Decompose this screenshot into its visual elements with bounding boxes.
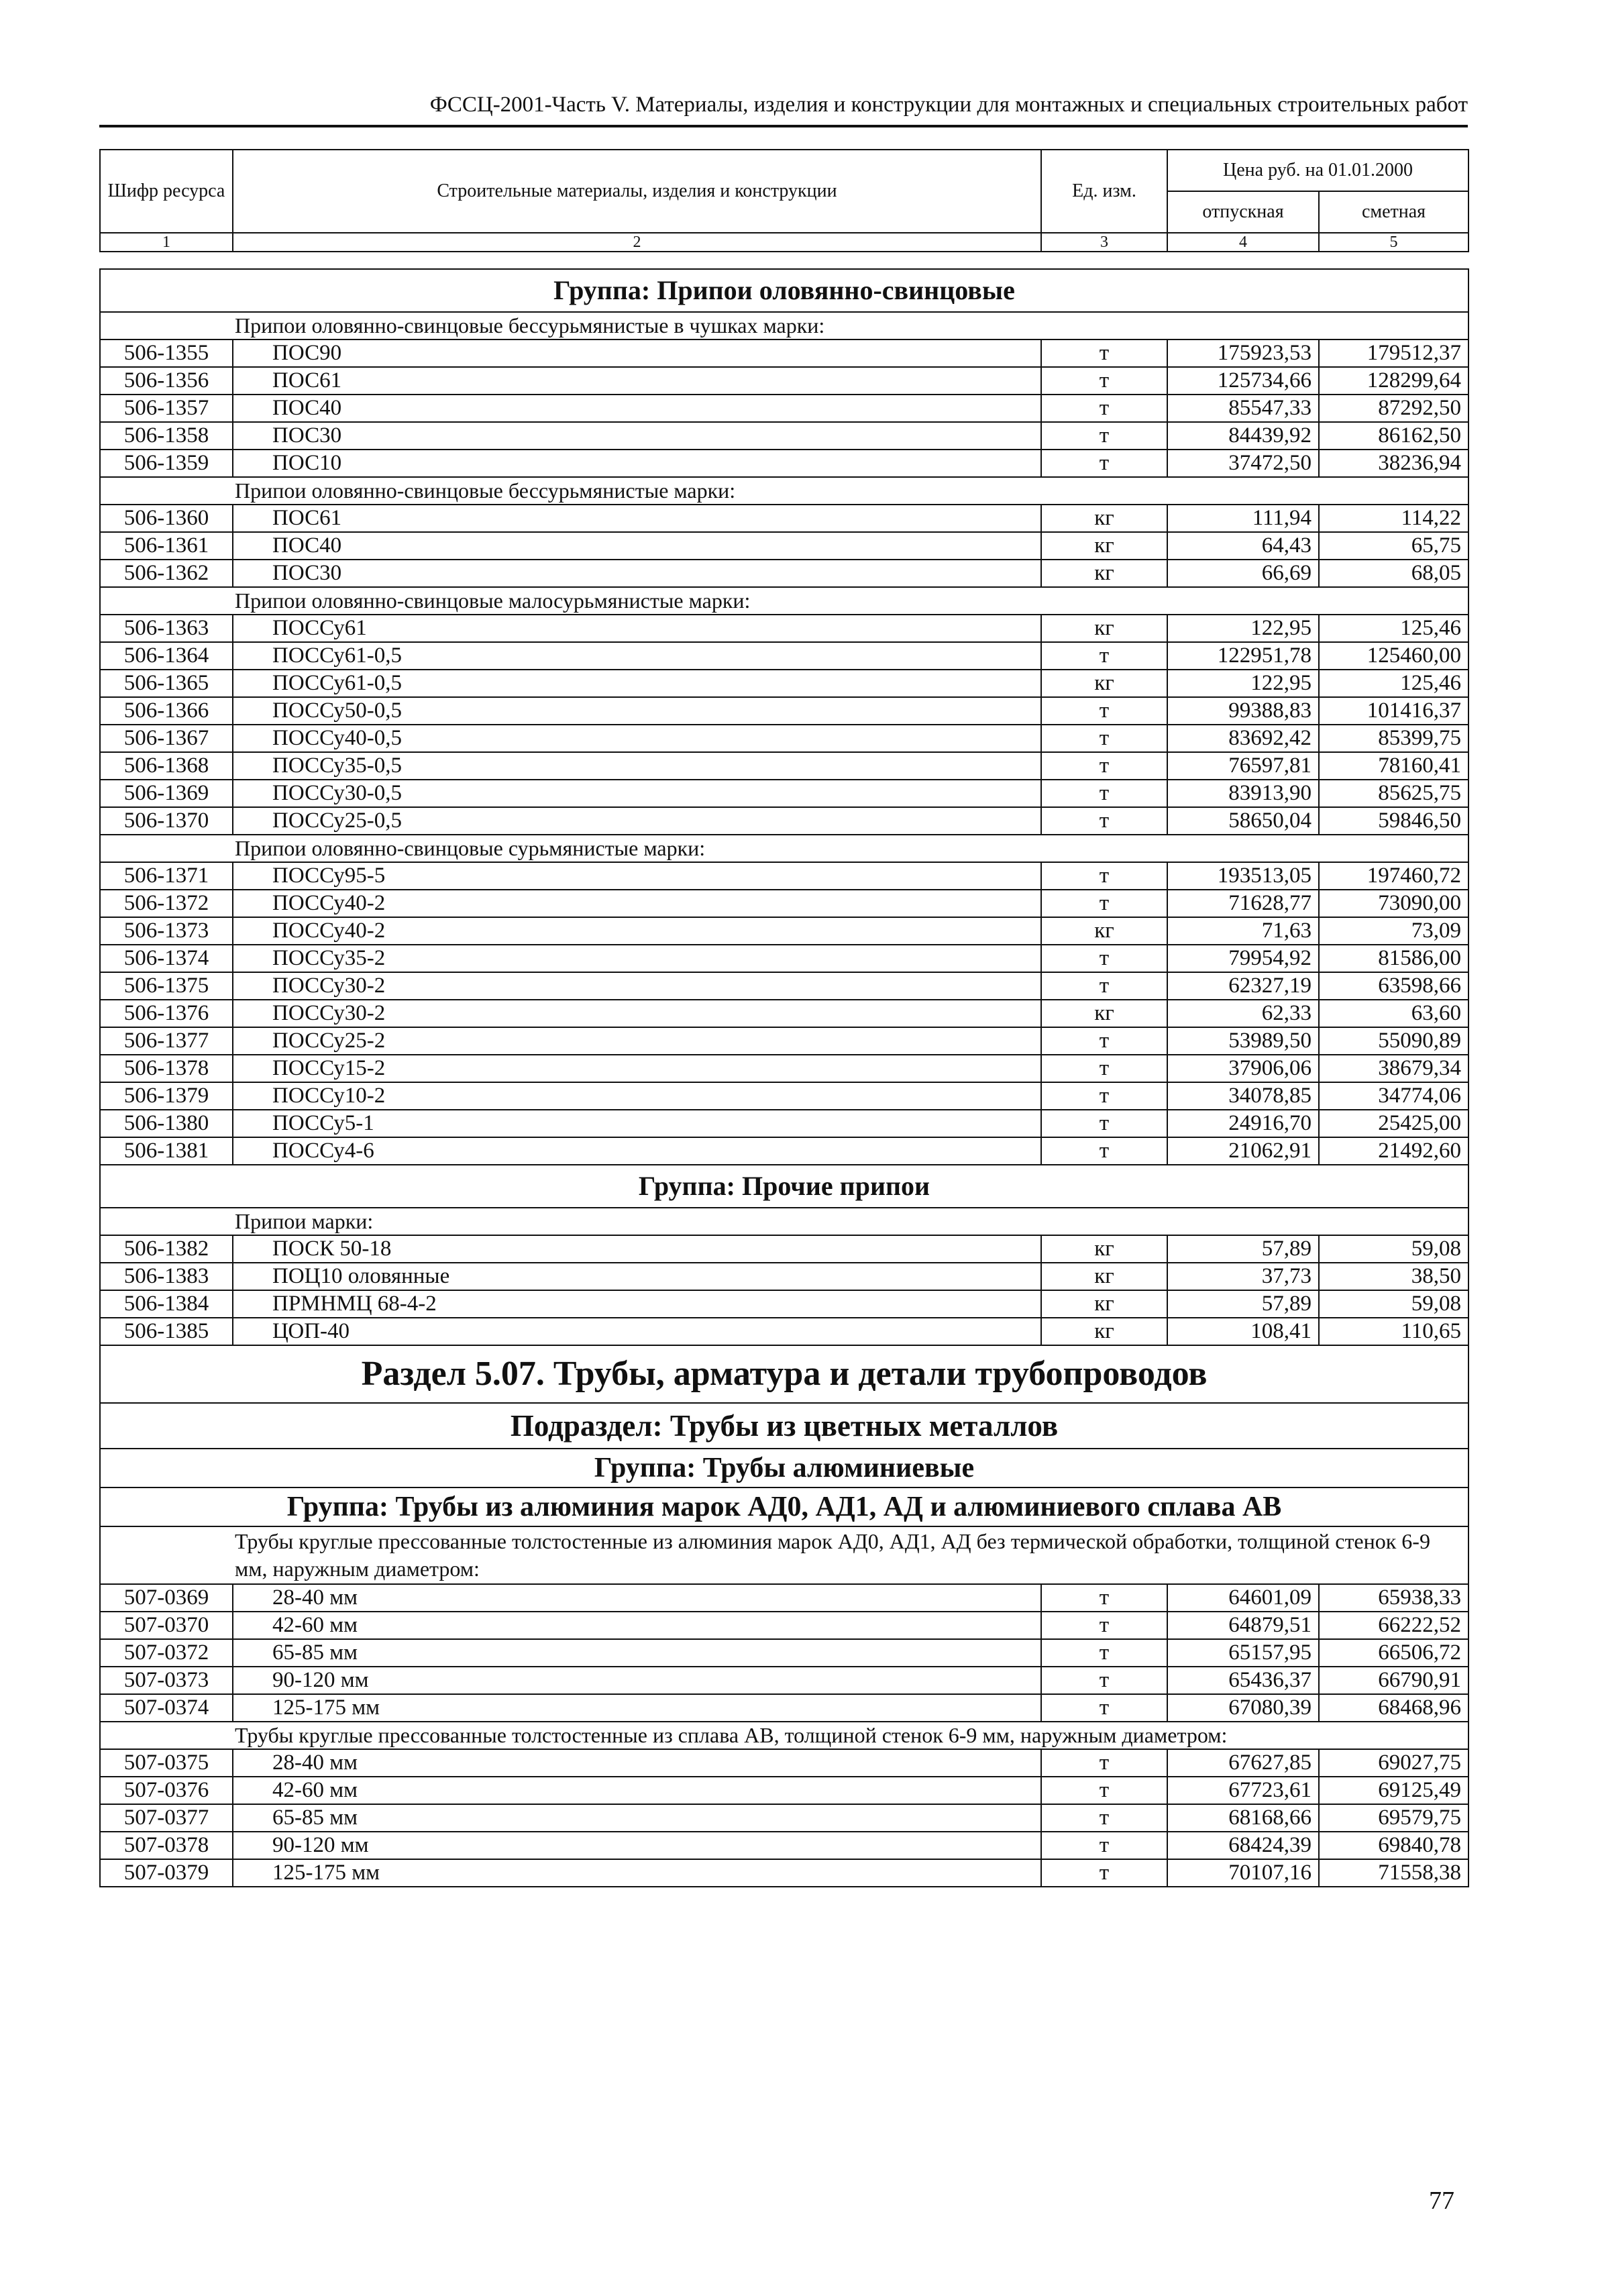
material-name: ПОССу40-2 bbox=[233, 917, 1041, 945]
unit-of-measure: кг bbox=[1041, 1290, 1167, 1318]
table-row bbox=[100, 1082, 1468, 1110]
estimate-price: 38679,34 bbox=[1319, 1055, 1468, 1082]
estimate-price: 85625,75 bbox=[1319, 780, 1468, 807]
material-name: ПОССу30-2 bbox=[233, 1000, 1041, 1027]
table-row bbox=[100, 945, 1468, 972]
release-price: 70107,16 bbox=[1167, 1859, 1319, 1887]
resource-code: 506-1379 bbox=[100, 1082, 233, 1110]
table-row bbox=[100, 505, 1468, 532]
resource-code: 506-1364 bbox=[100, 642, 233, 670]
resource-code: 507-0375 bbox=[100, 1749, 233, 1777]
unit-of-measure: т bbox=[1041, 1639, 1167, 1667]
material-name: ПОССу40-2 bbox=[233, 890, 1041, 917]
table-row bbox=[100, 1000, 1468, 1027]
material-name: ПОССу25-2 bbox=[233, 1027, 1041, 1055]
subgroup-heading-row bbox=[100, 1722, 1468, 1749]
material-name: ПОСК 50-18 bbox=[233, 1235, 1041, 1263]
subgroup-heading: Припои оловянно-свинцовые бессурьмянистые в чушках марки: bbox=[100, 312, 1468, 340]
unit-of-measure: т bbox=[1041, 1612, 1167, 1639]
unit-of-measure: т bbox=[1041, 1584, 1167, 1612]
unit-of-measure: т bbox=[1041, 367, 1167, 395]
resource-code: 506-1371 bbox=[100, 862, 233, 890]
table-row bbox=[100, 917, 1468, 945]
resource-code: 506-1378 bbox=[100, 1055, 233, 1082]
release-price: 108,41 bbox=[1167, 1318, 1319, 1345]
release-price: 99388,83 bbox=[1167, 697, 1319, 725]
material-name: ПОС90 bbox=[233, 340, 1041, 367]
material-name: ПОССу30-0,5 bbox=[233, 780, 1041, 807]
release-price: 67080,39 bbox=[1167, 1694, 1319, 1722]
material-name: 90-120 мм bbox=[233, 1667, 1041, 1694]
header-price: Цена руб. на 01.01.2000 bbox=[1167, 150, 1468, 191]
estimate-price: 69027,75 bbox=[1319, 1749, 1468, 1777]
material-name: ПОССу5-1 bbox=[233, 1110, 1041, 1137]
table-row bbox=[100, 1667, 1468, 1694]
release-price: 62327,19 bbox=[1167, 972, 1319, 1000]
resource-code: 506-1361 bbox=[100, 532, 233, 560]
material-name: ПОС61 bbox=[233, 367, 1041, 395]
table-row bbox=[100, 1110, 1468, 1137]
resource-code: 507-0376 bbox=[100, 1777, 233, 1804]
resource-code: 506-1376 bbox=[100, 1000, 233, 1027]
subgroup-heading-row bbox=[100, 312, 1468, 340]
release-price: 111,94 bbox=[1167, 505, 1319, 532]
release-price: 21062,91 bbox=[1167, 1137, 1319, 1165]
resource-code: 506-1366 bbox=[100, 697, 233, 725]
release-price: 85547,33 bbox=[1167, 395, 1319, 422]
unit-of-measure: кг bbox=[1041, 532, 1167, 560]
resource-code: 506-1360 bbox=[100, 505, 233, 532]
material-name: 125-175 мм bbox=[233, 1694, 1041, 1722]
unit-of-measure: т bbox=[1041, 862, 1167, 890]
estimate-price: 69840,78 bbox=[1319, 1832, 1468, 1859]
resource-code: 506-1373 bbox=[100, 917, 233, 945]
resource-code: 507-0377 bbox=[100, 1804, 233, 1832]
unit-of-measure: т bbox=[1041, 780, 1167, 807]
material-name: ПОССу30-2 bbox=[233, 972, 1041, 1000]
resource-code: 506-1385 bbox=[100, 1318, 233, 1345]
release-price: 57,89 bbox=[1167, 1290, 1319, 1318]
header-unit: Ед. изм. bbox=[1041, 150, 1167, 233]
unit-of-measure: т bbox=[1041, 1137, 1167, 1165]
column-number: 5 bbox=[1319, 233, 1468, 252]
unit-of-measure: т bbox=[1041, 1777, 1167, 1804]
material-name: ПОССу15-2 bbox=[233, 1055, 1041, 1082]
estimate-price: 59,08 bbox=[1319, 1290, 1468, 1318]
estimate-price: 66790,91 bbox=[1319, 1667, 1468, 1694]
column-number: 3 bbox=[1041, 233, 1167, 252]
material-name: ПОССу95-5 bbox=[233, 862, 1041, 890]
resource-code: 506-1383 bbox=[100, 1263, 233, 1290]
release-price: 76597,81 bbox=[1167, 752, 1319, 780]
estimate-price: 38236,94 bbox=[1319, 450, 1468, 477]
estimate-price: 55090,89 bbox=[1319, 1027, 1468, 1055]
unit-of-measure: т bbox=[1041, 1110, 1167, 1137]
material-name: ПОС30 bbox=[233, 422, 1041, 450]
release-price: 122,95 bbox=[1167, 670, 1319, 697]
estimate-price: 63598,66 bbox=[1319, 972, 1468, 1000]
table-row bbox=[100, 807, 1468, 835]
table-row bbox=[100, 642, 1468, 670]
material-name: ПОС30 bbox=[233, 560, 1041, 587]
resource-code: 506-1363 bbox=[100, 615, 233, 642]
resource-code: 506-1368 bbox=[100, 752, 233, 780]
release-price: 67723,61 bbox=[1167, 1777, 1319, 1804]
subgroup-heading: Трубы круглые прессованные толстостенные из сплава АВ, толщиной стенок 6-9 мм, наружным диаметром: bbox=[100, 1722, 1468, 1749]
group-heading-row bbox=[100, 1488, 1468, 1526]
estimate-price: 128299,64 bbox=[1319, 367, 1468, 395]
release-price: 122,95 bbox=[1167, 615, 1319, 642]
table-row bbox=[100, 1318, 1468, 1345]
material-name: 28-40 мм bbox=[233, 1749, 1041, 1777]
estimate-price: 125,46 bbox=[1319, 670, 1468, 697]
subgroup-heading: Трубы круглые прессованные толстостенные из алюминия марок АД0, АД1, АД без термической обработки, толщиной стенок 6-9 мм, наружным диаметром: bbox=[100, 1526, 1468, 1584]
material-name: ПОССу61-0,5 bbox=[233, 670, 1041, 697]
release-price: 175923,53 bbox=[1167, 340, 1319, 367]
estimate-price: 125,46 bbox=[1319, 615, 1468, 642]
table-row bbox=[100, 615, 1468, 642]
unit-of-measure: кг bbox=[1041, 615, 1167, 642]
estimate-price: 78160,41 bbox=[1319, 752, 1468, 780]
table-row bbox=[100, 1749, 1468, 1777]
unit-of-measure: кг bbox=[1041, 1000, 1167, 1027]
table-row bbox=[100, 670, 1468, 697]
release-price: 125734,66 bbox=[1167, 367, 1319, 395]
material-name: ПОС40 bbox=[233, 395, 1041, 422]
material-name: 65-85 мм bbox=[233, 1639, 1041, 1667]
unit-of-measure: т bbox=[1041, 1027, 1167, 1055]
resource-code: 506-1370 bbox=[100, 807, 233, 835]
resource-code: 506-1374 bbox=[100, 945, 233, 972]
resource-code: 506-1382 bbox=[100, 1235, 233, 1263]
material-name: ПОС40 bbox=[233, 532, 1041, 560]
subgroup-heading-row bbox=[100, 1208, 1468, 1235]
resource-code: 507-0379 bbox=[100, 1859, 233, 1887]
subgroup-heading-row bbox=[100, 587, 1468, 615]
estimate-price: 179512,37 bbox=[1319, 340, 1468, 367]
material-name: ПРМНМЦ 68-4-2 bbox=[233, 1290, 1041, 1318]
material-name: ПОССу50-0,5 bbox=[233, 697, 1041, 725]
release-price: 83692,42 bbox=[1167, 725, 1319, 752]
table-row bbox=[100, 697, 1468, 725]
estimate-price: 59846,50 bbox=[1319, 807, 1468, 835]
unit-of-measure: кг bbox=[1041, 670, 1167, 697]
resource-code: 507-0372 bbox=[100, 1639, 233, 1667]
unit-of-measure: т bbox=[1041, 697, 1167, 725]
column-number: 2 bbox=[233, 233, 1041, 252]
unit-of-measure: т bbox=[1041, 1749, 1167, 1777]
group-heading-row bbox=[100, 269, 1468, 312]
resource-code: 507-0369 bbox=[100, 1584, 233, 1612]
table-row bbox=[100, 395, 1468, 422]
header-release-price: отпускная bbox=[1167, 191, 1319, 233]
group-heading: Группа: Трубы алюминиевые bbox=[100, 1449, 1468, 1488]
resource-code: 506-1380 bbox=[100, 1110, 233, 1137]
resource-code: 507-0378 bbox=[100, 1832, 233, 1859]
header-code: Шифр ресурса bbox=[100, 150, 233, 233]
estimate-price: 73090,00 bbox=[1319, 890, 1468, 917]
header-estimate-price: сметная bbox=[1319, 191, 1468, 233]
resource-code: 506-1375 bbox=[100, 972, 233, 1000]
unit-of-measure: т bbox=[1041, 890, 1167, 917]
table-row bbox=[100, 1055, 1468, 1082]
estimate-price: 81586,00 bbox=[1319, 945, 1468, 972]
resource-code: 507-0370 bbox=[100, 1612, 233, 1639]
resource-code: 506-1367 bbox=[100, 725, 233, 752]
resource-code: 507-0373 bbox=[100, 1667, 233, 1694]
estimate-price: 87292,50 bbox=[1319, 395, 1468, 422]
header-name: Строительные материалы, изделия и конструкции bbox=[233, 150, 1041, 233]
page-number: 77 bbox=[1429, 2187, 1454, 2215]
section-heading: Раздел 5.07. Трубы, арматура и детали трубопроводов bbox=[100, 1345, 1468, 1403]
table-row bbox=[100, 560, 1468, 587]
resource-code: 506-1359 bbox=[100, 450, 233, 477]
unit-of-measure: т bbox=[1041, 1667, 1167, 1694]
estimate-price: 34774,06 bbox=[1319, 1082, 1468, 1110]
unit-of-measure: т bbox=[1041, 395, 1167, 422]
table-row bbox=[100, 1584, 1468, 1612]
price-table bbox=[99, 268, 1469, 1887]
estimate-price: 125460,00 bbox=[1319, 642, 1468, 670]
table-row bbox=[100, 1235, 1468, 1263]
unit-of-measure: кг bbox=[1041, 1263, 1167, 1290]
group-heading: Группа: Припои оловянно-свинцовые bbox=[100, 269, 1468, 312]
resource-code: 506-1357 bbox=[100, 395, 233, 422]
table-row bbox=[100, 422, 1468, 450]
material-name: 90-120 мм bbox=[233, 1832, 1041, 1859]
estimate-price: 101416,37 bbox=[1319, 697, 1468, 725]
release-price: 57,89 bbox=[1167, 1235, 1319, 1263]
material-name: ПОССу61-0,5 bbox=[233, 642, 1041, 670]
unit-of-measure: т bbox=[1041, 945, 1167, 972]
table-row bbox=[100, 1612, 1468, 1639]
unit-of-measure: кг bbox=[1041, 505, 1167, 532]
section-heading-row bbox=[100, 1345, 1468, 1403]
release-price: 24916,70 bbox=[1167, 1110, 1319, 1137]
table-row bbox=[100, 862, 1468, 890]
release-price: 66,69 bbox=[1167, 560, 1319, 587]
group-heading-row bbox=[100, 1165, 1468, 1208]
estimate-price: 110,65 bbox=[1319, 1318, 1468, 1345]
estimate-price: 65,75 bbox=[1319, 532, 1468, 560]
table-row bbox=[100, 340, 1468, 367]
material-name: ЦОП-40 bbox=[233, 1318, 1041, 1345]
material-name: ПОССу35-2 bbox=[233, 945, 1041, 972]
table-row bbox=[100, 532, 1468, 560]
estimate-price: 197460,72 bbox=[1319, 862, 1468, 890]
subsection-heading-row bbox=[100, 1403, 1468, 1449]
resource-code: 506-1384 bbox=[100, 1290, 233, 1318]
material-name: ПОССу61 bbox=[233, 615, 1041, 642]
material-name: 125-175 мм bbox=[233, 1859, 1041, 1887]
column-number: 4 bbox=[1167, 233, 1319, 252]
table-row bbox=[100, 1694, 1468, 1722]
release-price: 65157,95 bbox=[1167, 1639, 1319, 1667]
table-row bbox=[100, 725, 1468, 752]
subgroup-heading-row bbox=[100, 1526, 1468, 1584]
resource-code: 506-1377 bbox=[100, 1027, 233, 1055]
resource-code: 506-1358 bbox=[100, 422, 233, 450]
estimate-price: 59,08 bbox=[1319, 1235, 1468, 1263]
estimate-price: 86162,50 bbox=[1319, 422, 1468, 450]
release-price: 62,33 bbox=[1167, 1000, 1319, 1027]
column-number: 1 bbox=[100, 233, 233, 252]
resource-code: 506-1362 bbox=[100, 560, 233, 587]
material-name: 65-85 мм bbox=[233, 1804, 1041, 1832]
unit-of-measure: т bbox=[1041, 807, 1167, 835]
estimate-price: 66222,52 bbox=[1319, 1612, 1468, 1639]
release-price: 84439,92 bbox=[1167, 422, 1319, 450]
table-row bbox=[100, 450, 1468, 477]
unit-of-measure: т bbox=[1041, 1832, 1167, 1859]
unit-of-measure: т bbox=[1041, 1694, 1167, 1722]
subgroup-heading-row bbox=[100, 477, 1468, 505]
release-price: 67627,85 bbox=[1167, 1749, 1319, 1777]
estimate-price: 73,09 bbox=[1319, 917, 1468, 945]
resource-code: 506-1369 bbox=[100, 780, 233, 807]
unit-of-measure: т bbox=[1041, 1055, 1167, 1082]
material-name: ПОССу10-2 bbox=[233, 1082, 1041, 1110]
material-name: ПОССу25-0,5 bbox=[233, 807, 1041, 835]
material-name: ПОССу40-0,5 bbox=[233, 725, 1041, 752]
estimate-price: 69125,49 bbox=[1319, 1777, 1468, 1804]
table-row bbox=[100, 1777, 1468, 1804]
table-row bbox=[100, 1263, 1468, 1290]
release-price: 71,63 bbox=[1167, 917, 1319, 945]
release-price: 37472,50 bbox=[1167, 450, 1319, 477]
table-row bbox=[100, 1290, 1468, 1318]
unit-of-measure: т bbox=[1041, 972, 1167, 1000]
release-price: 65436,37 bbox=[1167, 1667, 1319, 1694]
release-price: 53989,50 bbox=[1167, 1027, 1319, 1055]
table-row bbox=[100, 1804, 1468, 1832]
table-header bbox=[99, 149, 1469, 252]
unit-of-measure: кг bbox=[1041, 1235, 1167, 1263]
estimate-price: 63,60 bbox=[1319, 1000, 1468, 1027]
release-price: 37,73 bbox=[1167, 1263, 1319, 1290]
unit-of-measure: т bbox=[1041, 422, 1167, 450]
table-row bbox=[100, 972, 1468, 1000]
release-price: 193513,05 bbox=[1167, 862, 1319, 890]
table-row bbox=[100, 367, 1468, 395]
material-name: ПОССу4-6 bbox=[233, 1137, 1041, 1165]
running-header: ФССЦ-2001-Часть V. Материалы, изделия и конструкции для монтажных и специальных строительных работ bbox=[99, 87, 1468, 127]
resource-code: 506-1372 bbox=[100, 890, 233, 917]
release-price: 58650,04 bbox=[1167, 807, 1319, 835]
release-price: 37906,06 bbox=[1167, 1055, 1319, 1082]
material-name: 28-40 мм bbox=[233, 1584, 1041, 1612]
release-price: 64601,09 bbox=[1167, 1584, 1319, 1612]
resource-code: 506-1356 bbox=[100, 367, 233, 395]
material-name: ПОССу35-0,5 bbox=[233, 752, 1041, 780]
estimate-price: 71558,38 bbox=[1319, 1859, 1468, 1887]
release-price: 71628,77 bbox=[1167, 890, 1319, 917]
release-price: 68424,39 bbox=[1167, 1832, 1319, 1859]
unit-of-measure: кг bbox=[1041, 917, 1167, 945]
unit-of-measure: т bbox=[1041, 642, 1167, 670]
unit-of-measure: т bbox=[1041, 340, 1167, 367]
estimate-price: 66506,72 bbox=[1319, 1639, 1468, 1667]
table-row bbox=[100, 890, 1468, 917]
table-row bbox=[100, 1137, 1468, 1165]
table-row bbox=[100, 752, 1468, 780]
material-name: ПОЦ10 оловянные bbox=[233, 1263, 1041, 1290]
release-price: 122951,78 bbox=[1167, 642, 1319, 670]
resource-code: 506-1365 bbox=[100, 670, 233, 697]
release-price: 79954,92 bbox=[1167, 945, 1319, 972]
unit-of-measure: т bbox=[1041, 725, 1167, 752]
release-price: 83913,90 bbox=[1167, 780, 1319, 807]
table-row bbox=[100, 1859, 1468, 1887]
estimate-price: 69579,75 bbox=[1319, 1804, 1468, 1832]
group-heading: Группа: Трубы из алюминия марок АД0, АД1, АД и алюминиевого сплава АВ bbox=[100, 1488, 1468, 1526]
unit-of-measure: кг bbox=[1041, 1318, 1167, 1345]
estimate-price: 114,22 bbox=[1319, 505, 1468, 532]
group-heading: Группа: Прочие припои bbox=[100, 1165, 1468, 1208]
subgroup-heading: Припои оловянно-свинцовые малосурьмянистые марки: bbox=[100, 587, 1468, 615]
release-price: 34078,85 bbox=[1167, 1082, 1319, 1110]
estimate-price: 38,50 bbox=[1319, 1263, 1468, 1290]
unit-of-measure: кг bbox=[1041, 560, 1167, 587]
subsection-heading: Подраздел: Трубы из цветных металлов bbox=[100, 1403, 1468, 1449]
release-price: 64,43 bbox=[1167, 532, 1319, 560]
unit-of-measure: т bbox=[1041, 1859, 1167, 1887]
subgroup-heading: Припои оловянно-свинцовые бессурьмянистые марки: bbox=[100, 477, 1468, 505]
table-row bbox=[100, 1832, 1468, 1859]
group-heading-row bbox=[100, 1449, 1468, 1488]
unit-of-measure: т bbox=[1041, 450, 1167, 477]
unit-of-measure: т bbox=[1041, 752, 1167, 780]
material-name: 42-60 мм bbox=[233, 1777, 1041, 1804]
release-price: 68168,66 bbox=[1167, 1804, 1319, 1832]
estimate-price: 21492,60 bbox=[1319, 1137, 1468, 1165]
material-name: ПОС61 bbox=[233, 505, 1041, 532]
estimate-price: 65938,33 bbox=[1319, 1584, 1468, 1612]
resource-code: 507-0374 bbox=[100, 1694, 233, 1722]
estimate-price: 68468,96 bbox=[1319, 1694, 1468, 1722]
table-row bbox=[100, 1027, 1468, 1055]
subgroup-heading-row bbox=[100, 835, 1468, 862]
unit-of-measure: т bbox=[1041, 1082, 1167, 1110]
subgroup-heading: Припои оловянно-свинцовые сурьмянистые марки: bbox=[100, 835, 1468, 862]
table-row bbox=[100, 780, 1468, 807]
release-price: 64879,51 bbox=[1167, 1612, 1319, 1639]
estimate-price: 85399,75 bbox=[1319, 725, 1468, 752]
material-name: ПОС10 bbox=[233, 450, 1041, 477]
estimate-price: 25425,00 bbox=[1319, 1110, 1468, 1137]
material-name: 42-60 мм bbox=[233, 1612, 1041, 1639]
estimate-price: 68,05 bbox=[1319, 560, 1468, 587]
table-row bbox=[100, 1639, 1468, 1667]
unit-of-measure: т bbox=[1041, 1804, 1167, 1832]
resource-code: 506-1381 bbox=[100, 1137, 233, 1165]
subgroup-heading: Припои марки: bbox=[100, 1208, 1468, 1235]
resource-code: 506-1355 bbox=[100, 340, 233, 367]
